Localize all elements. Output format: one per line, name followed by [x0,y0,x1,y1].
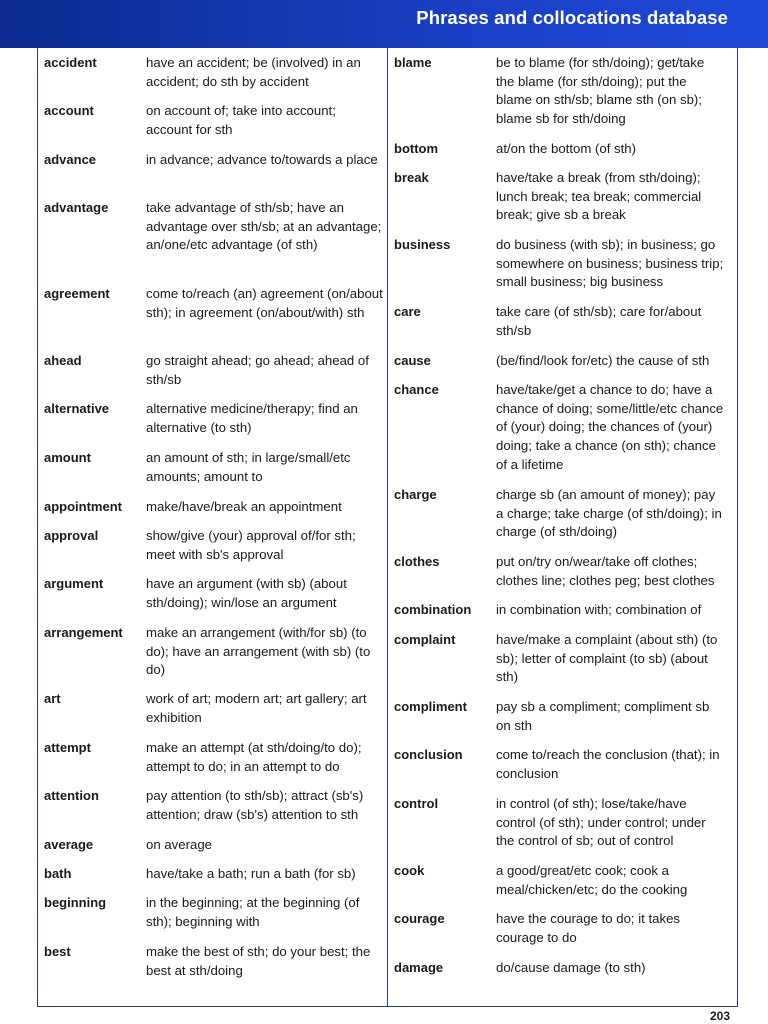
page-title: Phrases and collocations database [416,7,728,28]
collocations: in combination with; combination of [496,602,702,617]
collocations: do/cause damage (to sth) [496,960,646,975]
headword: combination [394,602,472,617]
headword: attempt [44,740,91,755]
headword: accident [44,55,97,70]
headword: advance [44,152,97,167]
collocations: have/take/get a chance to do; have a chance of doing; some/little/etc chance of (your) doing; the chances of (your) doing; take a chance (on sth); chance of a lifetime [496,382,724,472]
collocations: have the courage to do; it takes courage to do [496,911,681,945]
headword: beginning [44,895,107,910]
collocations: take care (of sth/sb); care for/about sth/sb [496,304,702,338]
collocations: pay sb a compliment; compliment sb on sth [496,699,710,733]
collocations: do business (with sb); in business; go somewhere on business; business trip; small business; big business [496,237,724,290]
collocations: (be/find/look for/etc) the cause of sth [496,353,710,368]
headword: charge [394,487,437,502]
header-band [0,0,768,48]
collocations: have/take a bath; run a bath (for sb) [146,866,356,881]
page-number: 203 [709,1009,730,1023]
collocations: be to blame (for sth/doing); get/take the blame (for sth/doing); put the blame on sth/sb; blame sth (on sb); blame sb for sth/doing [496,55,705,127]
headword: bottom [394,141,439,156]
column-divider [387,48,388,1007]
collocations: alternative medicine/therapy; find an alternative (to sth) [146,401,358,435]
headword: appointment [44,499,122,514]
collocations: in the beginning; at the beginning (of sth); beginning with [146,895,360,929]
headword: approval [44,528,99,543]
headword: control [394,796,439,811]
collocations: make the best of sth; do your best; the best at sth/doing [146,944,371,978]
headword: art [44,691,61,706]
collocations: go straight ahead; go ahead; ahead of sth/sb [146,353,369,387]
headword: care [394,304,421,319]
headword: break [394,170,429,185]
collocations: make an arrangement (with/for sb) (to do); have an arrangement (with sb) (to do) [146,625,371,678]
headword: best [44,944,71,959]
headword: account [44,103,94,118]
collocations: come to/reach (an) agreement (on/about sth); in agreement (on/about/with) sth [146,286,383,320]
collocations: have/make a complaint (about sth) (to sb); letter of complaint (to sb) (about sth) [496,632,718,685]
headword: cause [394,353,431,368]
headword: clothes [394,554,440,569]
headword: damage [394,960,444,975]
collocations: on average [146,837,212,852]
headword: courage [394,911,445,926]
collocations: have an argument (with sb) (about sth/doing); win/lose an argument [146,576,347,610]
headword: chance [394,382,439,397]
headword: cook [394,863,425,878]
collocations: take advantage of sth/sb; have an advantage over sth/sb; at an advantage; an/one/etc advantage (of sth) [146,200,382,253]
collocations: an amount of sth; in large/small/etc amounts; amount to [146,450,351,484]
collocations: a good/great/etc cook; cook a meal/chicken/etc; do the cooking [496,863,688,897]
headword: business [394,237,451,252]
headword: blame [394,55,432,70]
collocations: show/give (your) approval of/for sth; meet with sb's approval [146,528,356,562]
headword: complaint [394,632,456,647]
headword: conclusion [394,747,463,762]
collocations: at/on the bottom (of sth) [496,141,637,156]
collocations: work of art; modern art; art gallery; art exhibition [146,691,367,725]
collocations: pay attention (to sth/sb); attract (sb's) attention; draw (sb's) attention to sth [146,788,364,822]
headword: average [44,837,94,852]
headword: argument [44,576,104,591]
collocations: charge sb (an amount of money); pay a charge; take charge (of sth/doing); in charge (of sth/doing) [496,487,722,540]
headword: advantage [44,200,109,215]
headword: compliment [394,699,467,714]
collocations: put on/try on/wear/take off clothes; clothes line; clothes peg; best clothes [496,554,715,588]
collocations: have an accident; be (involved) in an accident; do sth by accident [146,55,361,89]
headword: bath [44,866,72,881]
headword: ahead [44,353,82,368]
headword: alternative [44,401,110,416]
headword: amount [44,450,91,465]
collocations: on account of; take into account; account for sth [146,103,336,137]
headword: attention [44,788,99,803]
collocations: come to/reach the conclusion (that); in conclusion [496,747,720,781]
collocations: make an attempt (at sth/doing/to do); attempt to do; in an attempt to do [146,740,362,774]
collocations: in advance; advance to/towards a place [146,152,378,167]
headword: agreement [44,286,110,301]
collocations: in control (of sth); lose/take/have control (of sth); under control; under the control of sb; out of control [496,796,706,849]
collocations: have/take a break (from sth/doing); lunch break; tea break; commercial break; give sb a break [496,170,702,223]
collocations: make/have/break an appointment [146,499,342,514]
headword: arrangement [44,625,123,640]
